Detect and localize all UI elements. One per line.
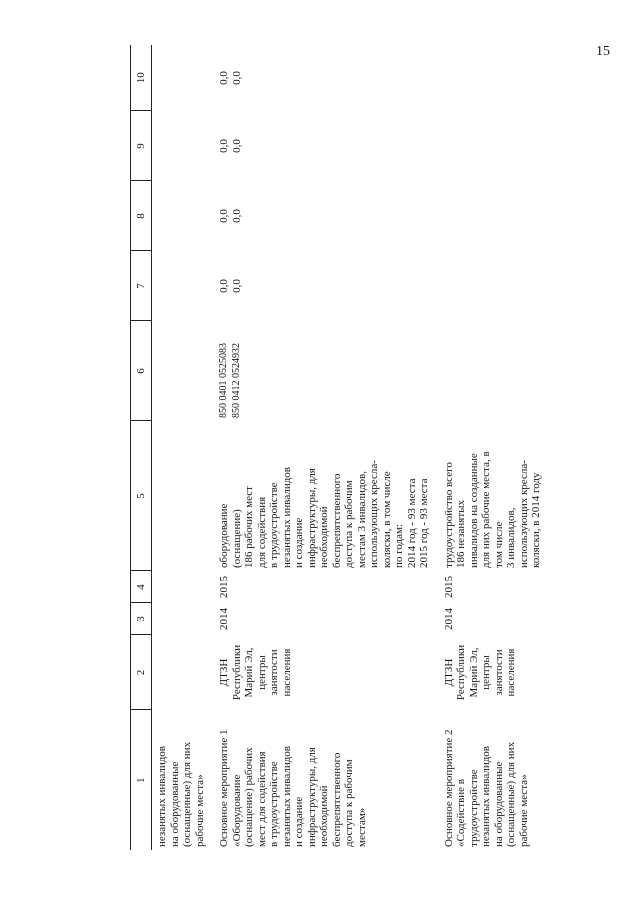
text-line: (оснащенные) для них	[181, 741, 193, 847]
text-line: инвалидов на созданные	[467, 453, 480, 568]
cell-result	[214, 421, 439, 571]
text-line: Марий Эл,	[467, 647, 480, 698]
budget-code-2: 850 0412 0524932	[230, 343, 242, 418]
col-header-3: 3	[131, 603, 152, 635]
col-header-9: 9	[131, 111, 152, 181]
text-line: доступа к рабочим	[343, 759, 355, 847]
text-line: «Содействие в	[455, 779, 467, 847]
text-line: беспрепятственного	[330, 473, 343, 568]
text-line: использующих кресла-	[368, 460, 380, 568]
text-line: использующих кресла-	[517, 460, 530, 568]
col-header-7: 7	[131, 251, 152, 321]
cell-val-8	[152, 181, 215, 251]
col-header-1: 1	[131, 710, 152, 850]
text-line: ДТЗН	[218, 658, 230, 687]
text-line: 2014 год - 93 места	[405, 478, 418, 568]
program-measures-table	[130, 45, 551, 850]
cell-val-8	[439, 181, 551, 251]
text-line: 3 инвалидов,	[505, 507, 517, 568]
text-line: ДТЗН	[442, 658, 455, 687]
text-line: коляски, в том числе	[380, 471, 393, 568]
cell-start-year: 2014	[218, 608, 230, 630]
text-line: местам»	[355, 807, 368, 847]
text-line: занятости	[492, 649, 505, 696]
text-line: центры	[255, 655, 268, 690]
cell-budget-code	[214, 321, 439, 421]
text-line: трудоустройстве	[467, 769, 480, 847]
text-line: (оснащение) рабочих	[243, 747, 255, 847]
budget-code-1: 850 0401 0525083	[218, 343, 229, 418]
cell-executor	[152, 635, 215, 710]
cell-end-year	[152, 571, 215, 603]
text-line: Основное мероприятие 1	[218, 729, 230, 847]
text-line: местам 3 инвалидов,	[355, 470, 368, 568]
text-line: мест для содействия	[255, 751, 268, 847]
text-line: том числе	[492, 521, 505, 568]
cell-val-8	[214, 181, 439, 251]
text-line: для содействия	[255, 496, 268, 568]
text-line: необходимой	[318, 785, 330, 847]
cell-executor	[214, 635, 439, 710]
cell-result	[439, 421, 551, 571]
table-row	[152, 45, 215, 850]
table-row	[214, 45, 439, 850]
page-number: 15	[596, 44, 610, 59]
cell-start-year: 2014	[442, 608, 455, 630]
text-line: незанятых инвалидов	[480, 746, 492, 847]
text-line: рабочие места»	[517, 774, 530, 847]
value: 0,0	[230, 279, 243, 293]
text-line: 186 рабочих мест	[243, 486, 255, 568]
text-line: инфраструктуры, для	[305, 468, 318, 568]
cell-measure-name	[152, 710, 215, 850]
text-line: Республики	[230, 644, 243, 701]
cell-val-10	[152, 45, 215, 111]
value: 0,0	[218, 139, 230, 153]
col-header-4: 4	[131, 571, 152, 603]
text-line: в трудоустройстве	[268, 482, 280, 568]
text-line: доступа к рабочим	[343, 480, 355, 568]
text-line: незанятых инвалидов	[156, 746, 168, 847]
text-line: Основное мероприятие 2	[442, 729, 455, 847]
rotated-table-container	[130, 45, 624, 850]
cell-executor	[439, 635, 551, 710]
text-line: и создание	[293, 796, 305, 847]
text-line: 2015 год - 93 места	[418, 478, 430, 568]
text-line: необходимой	[318, 506, 330, 568]
cell-val-9	[214, 111, 439, 181]
value: 0,0	[230, 71, 243, 85]
col-header-5: 5	[131, 421, 152, 571]
text-line: 186 незанятых	[455, 499, 467, 568]
text-line: «Оборудование	[230, 774, 243, 847]
value: 0,0	[230, 209, 243, 223]
value: 0,0	[218, 209, 230, 223]
table-row	[439, 45, 551, 850]
text-line: и создание	[293, 517, 305, 568]
text-line: (оснащение)	[230, 509, 243, 568]
text-line: в трудоустройстве	[268, 761, 280, 847]
text-line: населения	[280, 648, 293, 697]
cell-result	[152, 421, 215, 571]
cell-val-10	[439, 45, 551, 111]
text-line: Республики	[455, 644, 467, 701]
text-line: беспрепятственного	[330, 752, 343, 847]
cell-val-9	[152, 111, 215, 181]
value: 0,0	[218, 71, 230, 85]
text-line: коляски, в 2014 году	[530, 472, 542, 568]
text-line: трудоустройство всего	[442, 462, 455, 568]
cell-val-7	[439, 251, 551, 321]
text-line: занятости	[268, 649, 280, 696]
cell-val-9	[439, 111, 551, 181]
cell-measure-name	[439, 710, 551, 850]
text-line: населения	[505, 648, 517, 697]
cell-end-year: 2015	[218, 576, 230, 598]
cell-measure-name	[214, 710, 439, 850]
cell-val-7	[214, 251, 439, 321]
cell-budget-code	[439, 321, 551, 421]
text-line: на оборудованные	[492, 761, 505, 847]
header-row	[131, 45, 152, 850]
value: 0,0	[218, 279, 230, 293]
text-line: рабочие места»	[193, 774, 206, 847]
cell-end-year: 2015	[442, 576, 455, 598]
text-line: центры	[480, 655, 492, 690]
text-line: Марий Эл,	[243, 647, 255, 698]
col-header-2: 2	[131, 635, 152, 710]
cell-val-7	[152, 251, 215, 321]
text-line: (оснащенные) для них	[505, 741, 517, 847]
value: 0,0	[230, 139, 243, 153]
cell-budget-code	[152, 321, 215, 421]
text-line: незанятых инвалидов	[280, 467, 293, 568]
col-header-6: 6	[131, 321, 152, 421]
text-line: инфраструктуры, для	[305, 747, 318, 847]
cell-val-10	[214, 45, 439, 111]
text-line: для них рабочие места, в	[480, 451, 492, 568]
text-line: по годам:	[393, 523, 405, 568]
text-line: на оборудованные	[168, 761, 181, 847]
text-line: незанятых инвалидов	[280, 746, 293, 847]
cell-start-year	[152, 603, 215, 635]
col-header-10: 10	[131, 45, 152, 111]
col-header-8: 8	[131, 181, 152, 251]
text-line: оборудование	[218, 503, 230, 568]
